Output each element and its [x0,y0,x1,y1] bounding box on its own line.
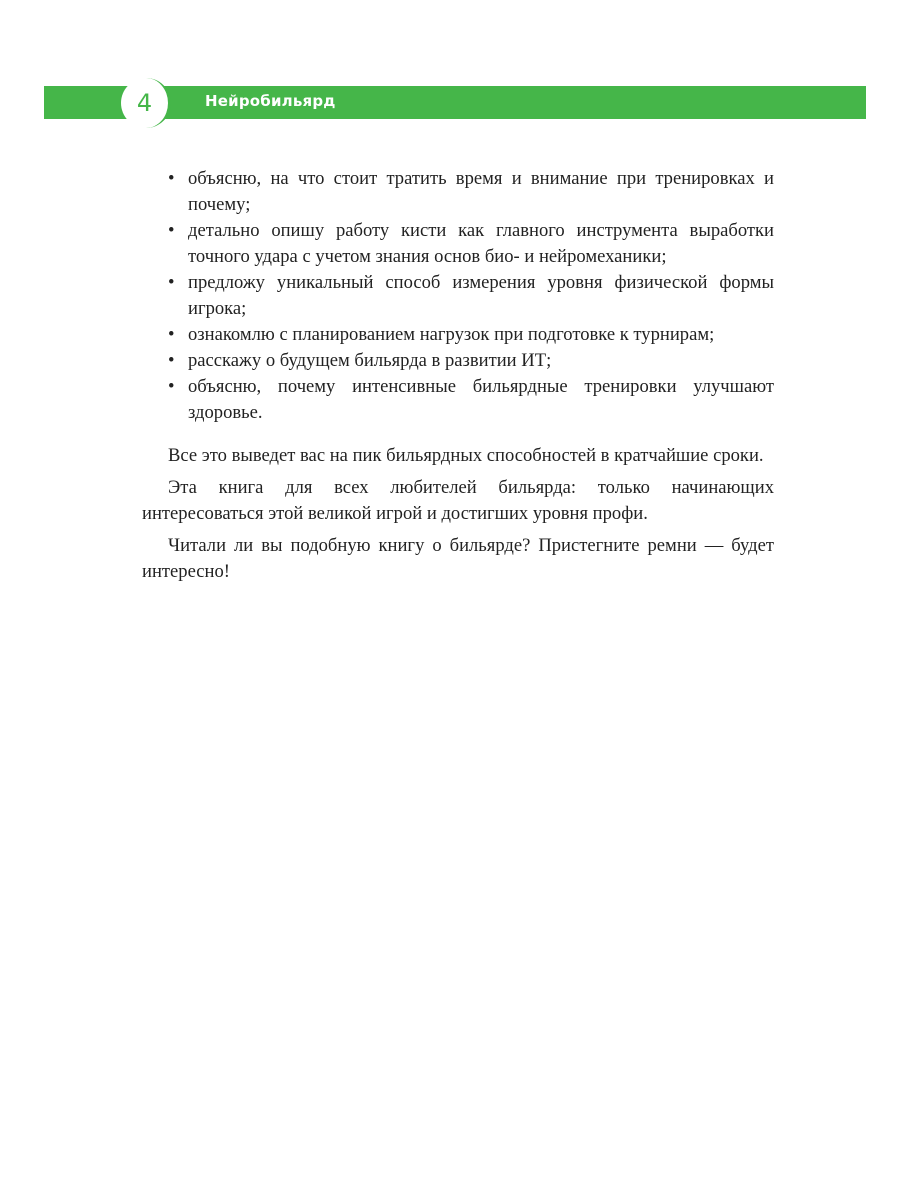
bullet-item [142,348,774,374]
bullet-item [142,270,774,322]
bullet-marker: • [168,376,175,397]
bullet-marker: • [168,350,175,371]
bullet-item [142,218,774,270]
bullet-list [142,166,774,426]
bullet-marker: • [168,324,175,345]
bullet-marker: • [168,220,175,241]
bullet-item [142,166,774,218]
page-body [142,166,774,585]
bullet-marker: • [168,168,175,189]
bullet-text: объясню, почему интенсивные бильярдные тренировки улучшают здоровье. [188,376,774,423]
body-paragraph: Все это выведет вас на пик бильярдных способностей в кратчайшие сроки. [168,445,764,466]
body-paragraph: Эта книга для всех любителей бильярда: только начинающих интересоваться этой великой игрой и достигших уровня профи. [142,477,774,524]
bullet-text: предложу уникальный способ измерения уровня физической формы игрока; [188,272,774,319]
bullet-text: расскажу о будущем бильярда в развитии ИТ; [188,350,552,371]
bullet-text: ознакомлю с планированием нагрузок при подготовке к турнирам; [188,324,715,345]
page-number: 4 [136,89,153,117]
bullet-marker: • [168,272,175,293]
body-paragraph: Читали ли вы подобную книгу о бильярде? Пристегните ремни — будет интересно! [142,535,774,582]
bullet-text: объясню, на что стоит тратить время и внимание при тренировках и почему; [188,168,774,215]
page-number-badge [121,78,171,128]
bullet-text: детально опишу работу кисти как главного инструмента выработки точного удара с учетом знания основ био- и нейромеханики; [188,220,774,267]
bullet-item [142,374,774,426]
bullet-item [142,322,774,348]
running-title: Нейробильярд [205,92,336,110]
